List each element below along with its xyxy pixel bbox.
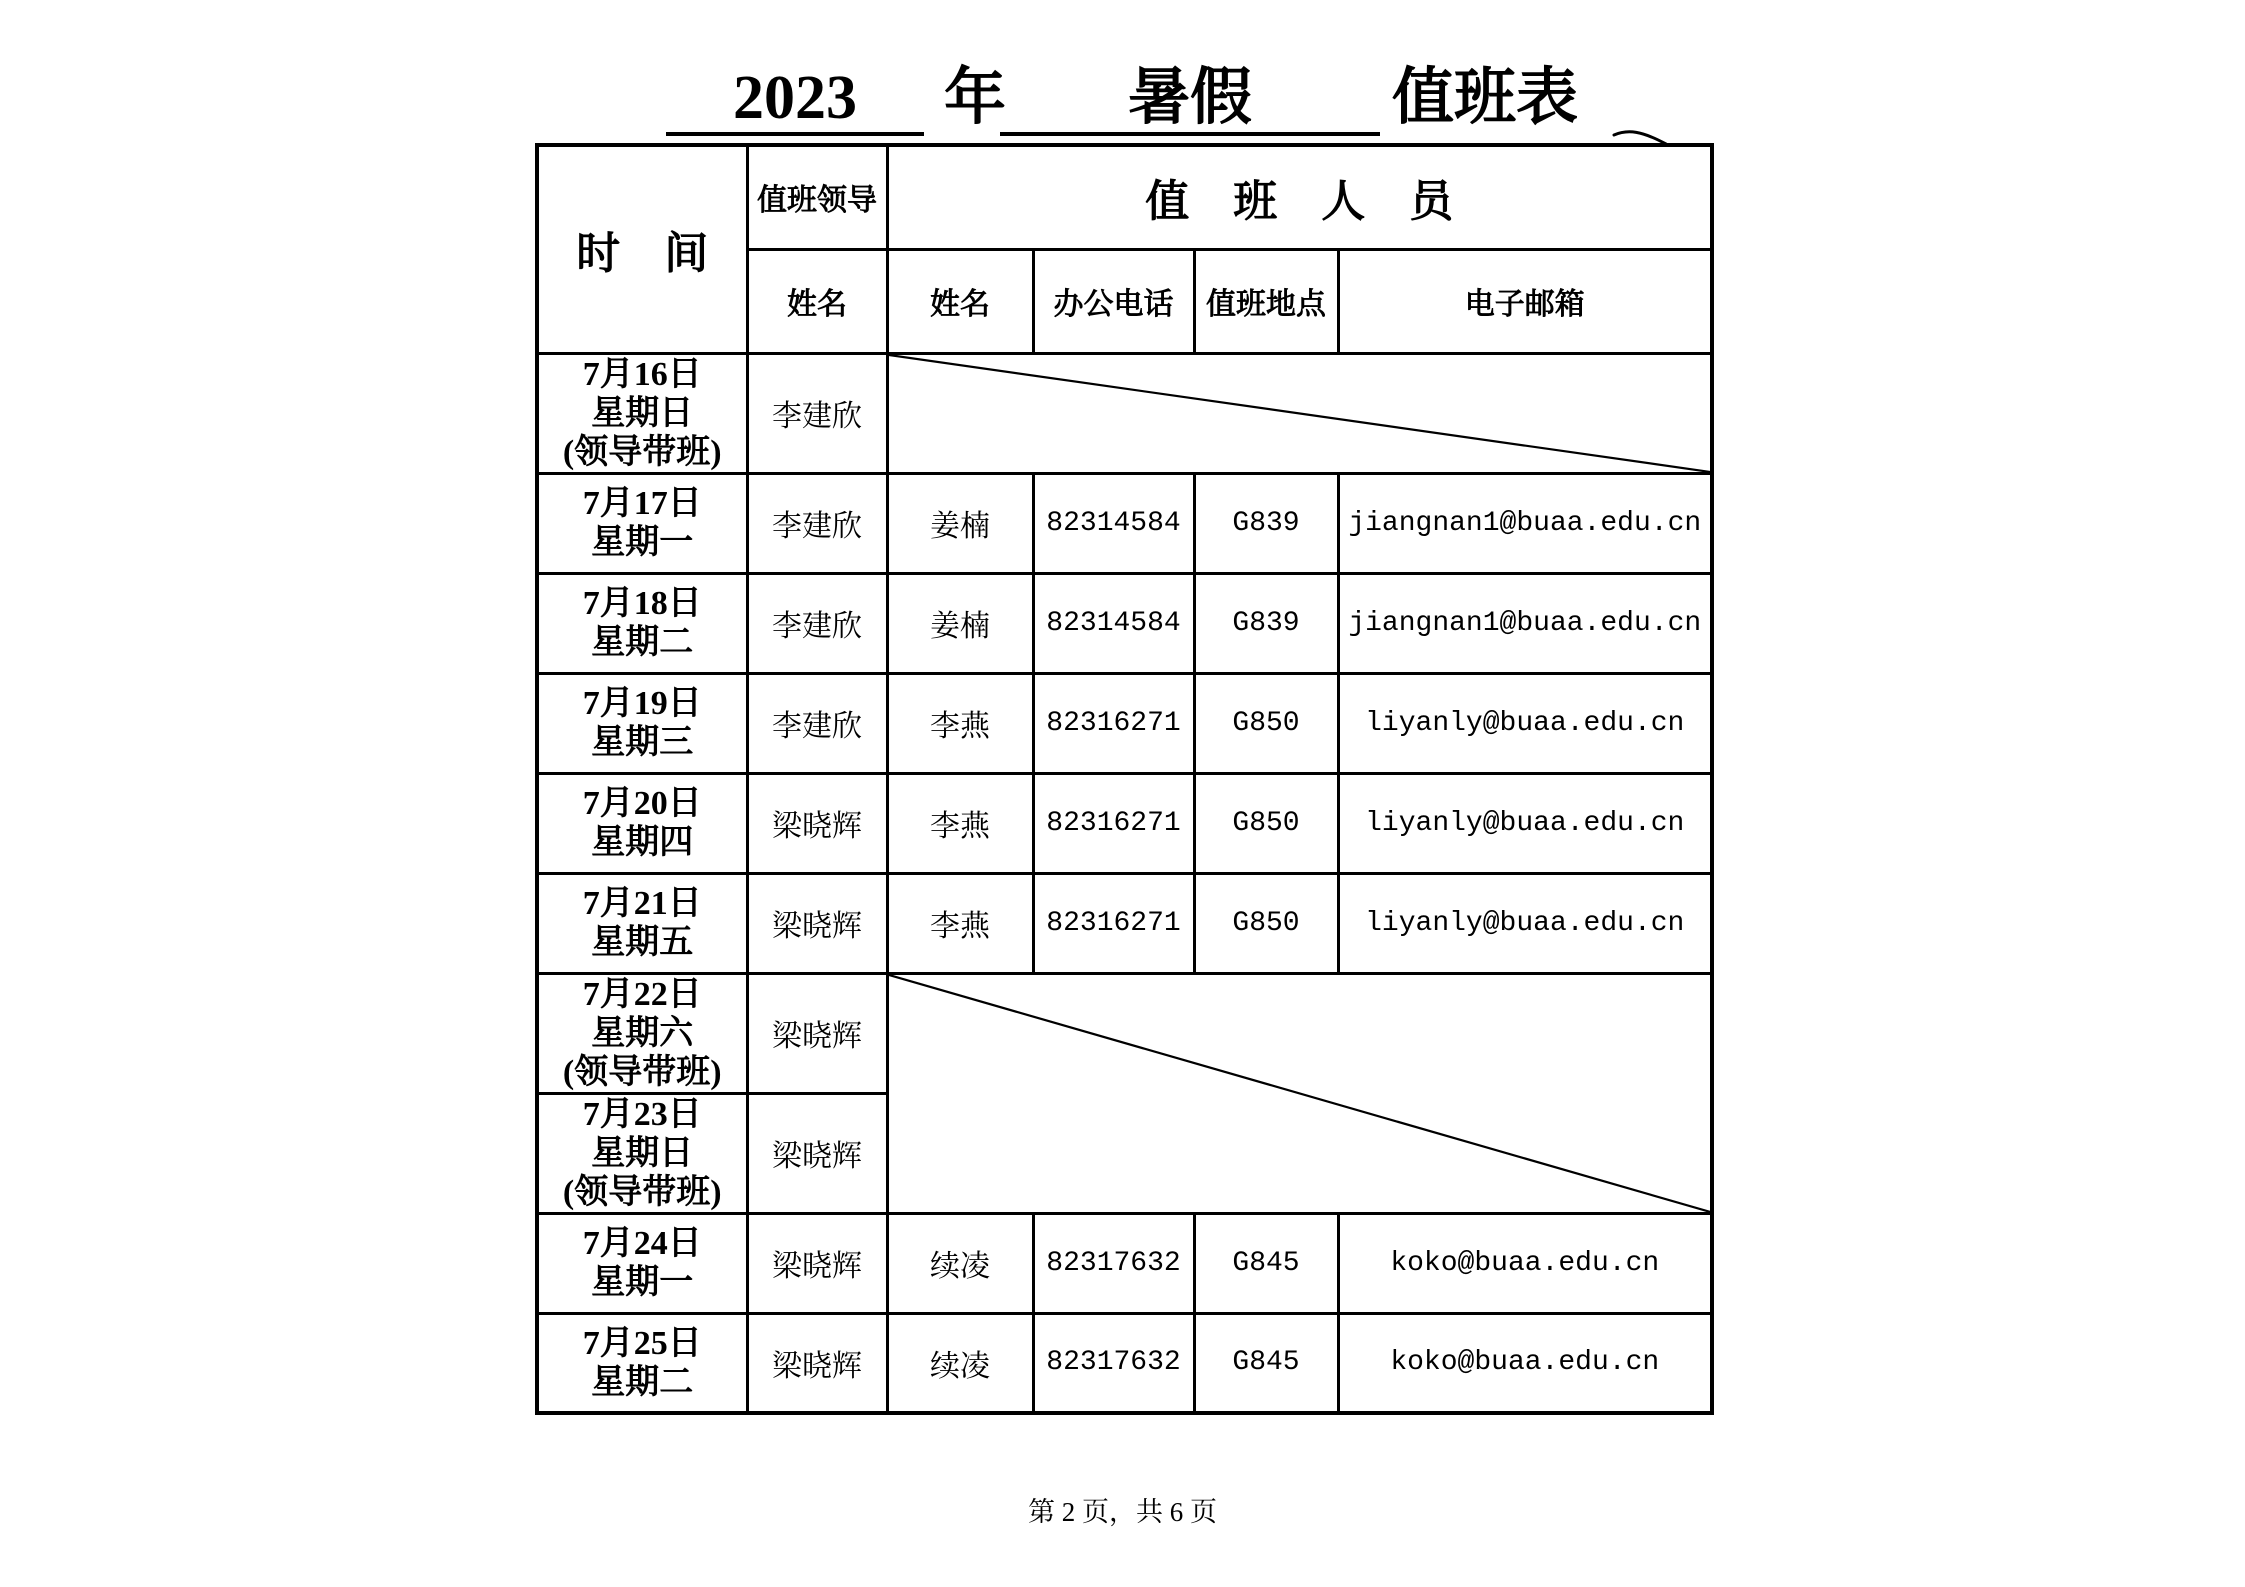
office-phone-cell: 82317632 xyxy=(1033,1313,1194,1413)
date-cell xyxy=(537,1093,747,1213)
email-cell: liyanly@buaa.edu.cn xyxy=(1338,773,1712,873)
date-cell xyxy=(537,873,747,973)
weekday-text: 星期二 xyxy=(591,1363,694,1401)
date-cell xyxy=(537,573,747,673)
table-row xyxy=(537,973,1712,1093)
document-title xyxy=(0,0,2245,160)
leader-name-cell: 梁晓辉 xyxy=(747,773,887,873)
header-time: 时 间 xyxy=(537,145,747,353)
leader-name-cell: 李建欣 xyxy=(747,353,887,473)
duty-location-cell: G845 xyxy=(1194,1313,1338,1413)
leader-name-cell: 梁晓辉 xyxy=(747,1093,887,1213)
duty-location-cell: G850 xyxy=(1194,673,1338,773)
page-footer: 第 2 页，共 6 页 xyxy=(1028,1497,1217,1527)
office-phone-cell: 82316271 xyxy=(1033,673,1194,773)
date-cell xyxy=(537,1213,747,1313)
email-cell: liyanly@buaa.edu.cn xyxy=(1338,673,1712,773)
date-text: 7月19日 xyxy=(582,685,702,722)
header-email: 电子邮箱 xyxy=(1338,249,1712,353)
date-cell xyxy=(537,773,747,873)
title-year-label: 年 xyxy=(944,64,1007,132)
staff-name-cell: 续凌 xyxy=(887,1213,1033,1313)
leader-name-cell: 李建欣 xyxy=(747,473,887,573)
weekday-text: 星期一 xyxy=(591,524,694,561)
header-leader-name: 姓名 xyxy=(747,249,887,353)
date-text: 7月17日 xyxy=(582,485,702,522)
diagonal-line xyxy=(889,355,1711,472)
weekday-text: 星期四 xyxy=(591,824,694,861)
header-duty-staff: 值 班 人 员 xyxy=(887,145,1712,249)
header-office-phone: 办公电话 xyxy=(1033,249,1194,353)
office-phone-cell: 82314584 xyxy=(1033,573,1194,673)
weekday-text: 星期五 xyxy=(591,924,694,961)
staff-name-cell: 姜楠 xyxy=(887,473,1033,573)
empty-diagonal-cell xyxy=(887,973,1712,1213)
weekday-text: 星期三 xyxy=(591,724,694,761)
staff-name-cell: 李燕 xyxy=(887,773,1033,873)
leader-name-cell: 梁晓辉 xyxy=(747,973,887,1093)
date-cell xyxy=(537,973,747,1093)
staff-name-cell: 姜楠 xyxy=(887,573,1033,673)
title-table-label: 值班表 xyxy=(1392,64,1579,132)
duty-location-cell: G839 xyxy=(1194,473,1338,573)
diagonal-line xyxy=(889,975,1711,1212)
email-cell: koko@buaa.edu.cn xyxy=(1338,1213,1712,1313)
leader-name-cell: 梁晓辉 xyxy=(747,1213,887,1313)
weekday-text: 星期六 xyxy=(591,1014,694,1052)
office-phone-cell: 82316271 xyxy=(1033,873,1194,973)
duty-schedule-table xyxy=(535,143,1714,1415)
duty-location-cell: G839 xyxy=(1194,573,1338,673)
staff-name-cell: 李燕 xyxy=(887,673,1033,773)
office-phone-cell: 82317632 xyxy=(1033,1213,1194,1313)
note-text: (领导带班) xyxy=(562,1053,722,1091)
table-row xyxy=(537,773,1712,873)
duty-location-cell: G850 xyxy=(1194,873,1338,973)
empty-diagonal-cell xyxy=(887,353,1712,473)
date-text: 7月16日 xyxy=(582,355,702,393)
date-text: 7月18日 xyxy=(582,585,702,622)
table-row xyxy=(537,573,1712,673)
duty-location-cell: G850 xyxy=(1194,773,1338,873)
table-row xyxy=(537,1313,1712,1413)
header-duty-location: 值班地点 xyxy=(1194,249,1338,353)
leader-name-cell: 李建欣 xyxy=(747,573,887,673)
date-text: 7月25日 xyxy=(582,1324,702,1362)
email-cell: jiangnan1@buaa.edu.cn xyxy=(1338,573,1712,673)
header-duty-leader: 值班领导 xyxy=(747,145,887,249)
table-row xyxy=(537,353,1712,473)
office-phone-cell: 82316271 xyxy=(1033,773,1194,873)
date-text: 7月21日 xyxy=(582,885,702,922)
leader-name-cell: 梁晓辉 xyxy=(747,1313,887,1413)
note-text: (领导带班) xyxy=(562,1173,722,1211)
date-text: 7月22日 xyxy=(582,975,702,1013)
date-cell xyxy=(537,473,747,573)
date-text: 7月23日 xyxy=(582,1095,702,1133)
office-phone-cell: 82314584 xyxy=(1033,473,1194,573)
date-cell xyxy=(537,353,747,473)
date-text: 7月20日 xyxy=(582,785,702,822)
email-cell: jiangnan1@buaa.edu.cn xyxy=(1338,473,1712,573)
weekday-text: 星期日 xyxy=(591,394,694,432)
header-staff-name: 姓名 xyxy=(887,249,1033,353)
table-row xyxy=(537,673,1712,773)
weekday-text: 星期一 xyxy=(591,1264,694,1301)
title-year: 2023 xyxy=(666,64,924,136)
weekday-text: 星期日 xyxy=(591,1134,694,1172)
title-term: 暑假 xyxy=(1000,64,1380,136)
date-cell xyxy=(537,1313,747,1413)
note-text: (领导带班) xyxy=(562,433,722,471)
date-text: 7月24日 xyxy=(582,1225,702,1262)
table-row xyxy=(537,1213,1712,1313)
table-row xyxy=(537,473,1712,573)
weekday-text: 星期二 xyxy=(591,624,694,661)
table-row xyxy=(537,873,1712,973)
staff-name-cell: 续凌 xyxy=(887,1313,1033,1413)
email-cell: liyanly@buaa.edu.cn xyxy=(1338,873,1712,973)
duty-location-cell: G845 xyxy=(1194,1213,1338,1313)
leader-name-cell: 李建欣 xyxy=(747,673,887,773)
date-cell xyxy=(537,673,747,773)
header-row-1 xyxy=(537,145,1712,249)
staff-name-cell: 李燕 xyxy=(887,873,1033,973)
email-cell: koko@buaa.edu.cn xyxy=(1338,1313,1712,1413)
leader-name-cell: 梁晓辉 xyxy=(747,873,887,973)
